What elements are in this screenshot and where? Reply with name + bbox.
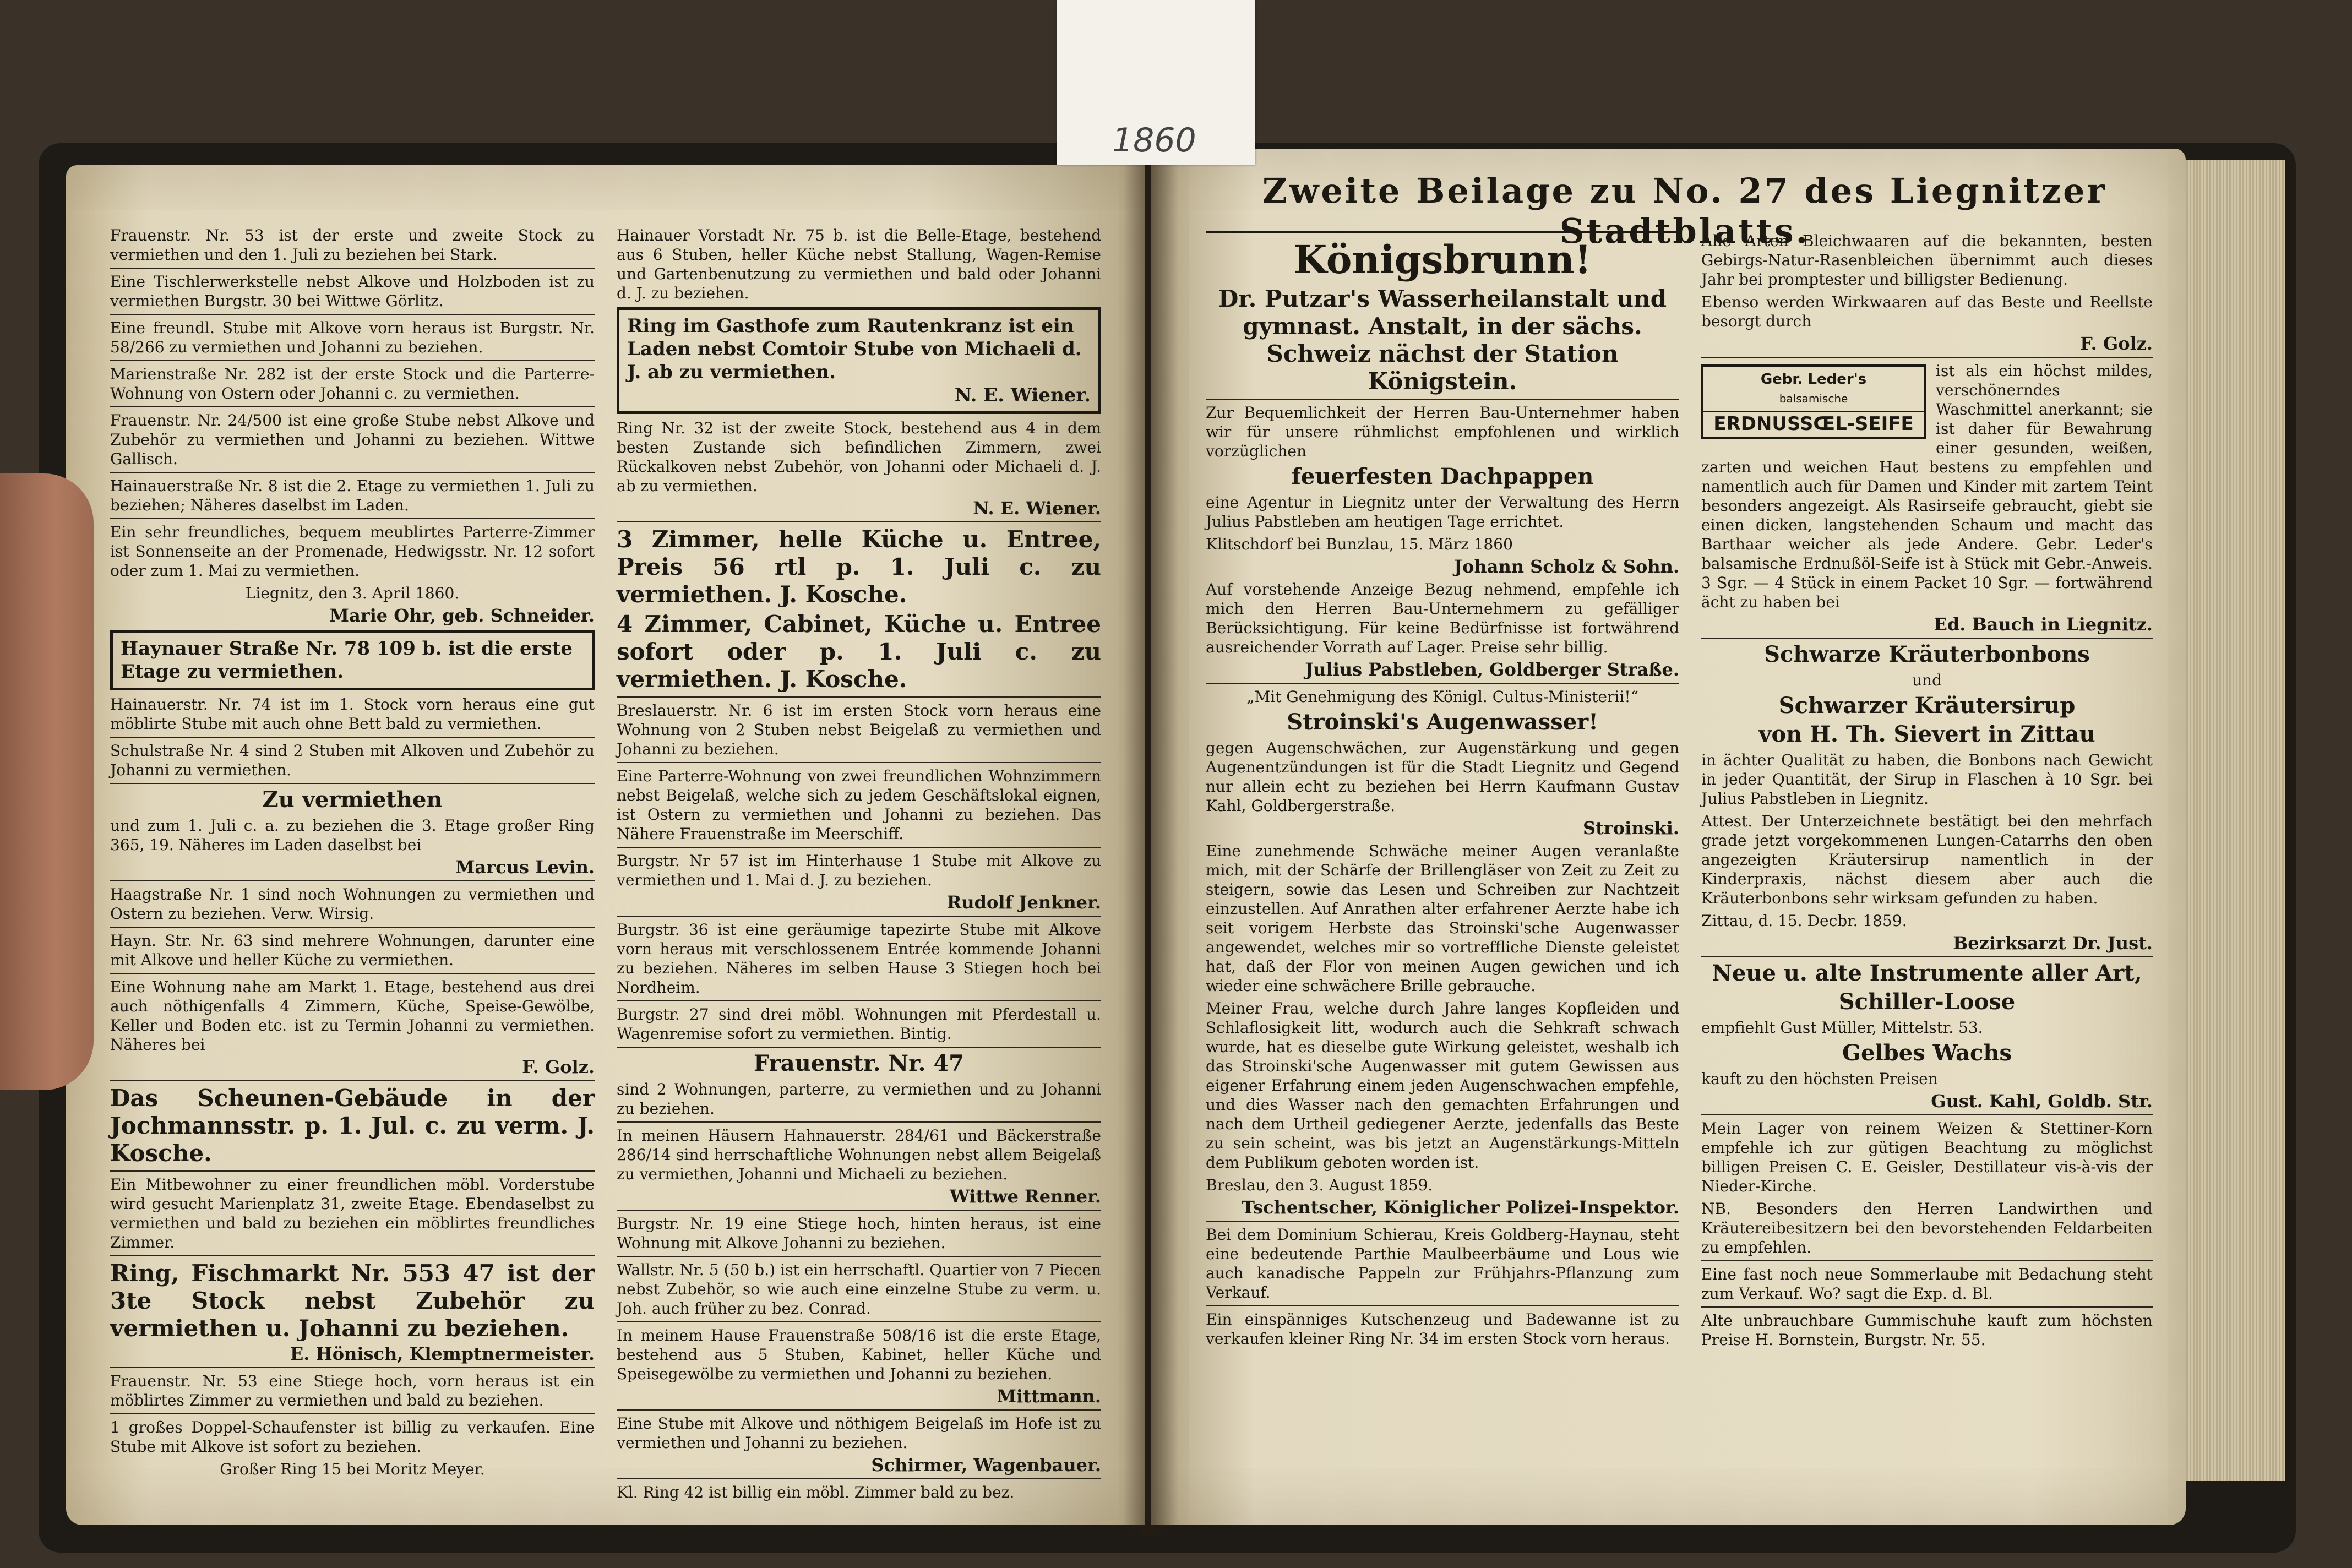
signature: N. E. Wiener.: [973, 498, 1101, 519]
divider: [617, 1047, 1101, 1048]
notice: Burgstr. 36 ist eine geräumige tapezirte Stube mit Alkove vorn heraus mit verschlossenem Entrée kommende Johanni zu beziehen. Näheres im selben Hause 3 Stiegen hoch bei Nordheim.: [617, 921, 1101, 997]
divider: [1206, 683, 1679, 684]
divider: [110, 1170, 595, 1172]
divider: [110, 406, 595, 407]
left-column-1: [110, 226, 595, 1482]
left-page: [66, 165, 1145, 1525]
notice: Hainauer Vorstadt Nr. 75 b. ist die Belle-Etage, bestehend aus 6 Stuben, heller Küche nebst Stallung, Wagen-Remise und Gartenbenutzung zu vermiethen und bald oder Johanni d. J. zu beziehen.: [617, 226, 1101, 302]
notice-headline: Gelbes Wachs: [1842, 1040, 2012, 1066]
notice: Meiner Frau, welche durch Jahre langes Kopfleiden und Schlaflosigkeit litt, wodurch auch die Sehkraft schwach wurde, hat es dieselbe gute Wirkung geleistet, weshalb ich das Stroinski'sche Augenwasser mit gutem Gewissen aus eigener Erfahrung einem jeden Augenschwachen empfehle, und dies Wasser nach den gemachten Erfahrungen und nach dem Urtheil gediegener Aerzte, jedenfalls das Beste zu sein scheint, was bis jetzt an Augenstärkungs-Mitteln dem Publikum geboten worden ist.: [1206, 999, 1679, 1172]
divider: [110, 1080, 595, 1081]
signature: Gust. Kahl, Goldb. Str.: [1931, 1091, 2153, 1112]
book-gutter: [1123, 160, 1178, 1536]
notice: Hayn. Str. Nr. 63 sind mehrere Wohnungen, darunter eine mit Alkove und heller Küche zu vermiethen.: [110, 932, 595, 969]
notice: und: [1912, 671, 1942, 689]
notice: Attest. Der Unterzeichnete bestätigt bei den mehrfach grade jetzt vorgekommenen Lungen-Catarrhs den oben angezeigten Kräutersirup namentlich in der Kinderpraxis, nächst diesem aber auch die Kräuterbonbons sehr wirksam gefunden zu haben.: [1701, 812, 2153, 907]
divider: [617, 1478, 1101, 1479]
notice: Alte unbrauchbare Gummischuhe kauft zum höchsten Preise H. Bornstein, Burgstr. Nr. 55.: [1701, 1311, 2153, 1349]
divider: [110, 1367, 595, 1368]
holding-hand: [0, 473, 94, 1090]
notice: Eine fast noch neue Sommerlaube mit Bedachung steht zum Verkauf. Wo? sagt die Exp. d. Bl.: [1701, 1265, 2153, 1303]
notice-headline: Frauenstr. Nr. 47: [753, 1050, 965, 1076]
notice-headline: 3 Zimmer, helle Küche u. Entree, Preis 56 rtl p. 1. Juli c. zu vermiethen. J. Kosche.: [617, 526, 1101, 608]
notice: Eine freundl. Stube mit Alkove vorn heraus ist Burgstr. Nr. 58/266 zu vermiethen und Johanni zu beziehen.: [110, 319, 595, 356]
notice: In meinen Häusern Hahnauerstr. 284/61 und Bäckerstraße 286/14 sind herrschaftliche Wohnungen nebst allem Beigelaß zu vermiethen, Johanni und Michaeli zu beziehen.: [617, 1126, 1101, 1183]
divider: [110, 973, 595, 974]
notice: Burgstr. Nr 57 ist im Hinterhause 1 Stube mit Alkove zu vermiethen und 1. Mai d. J. zu beziehen.: [617, 852, 1101, 889]
signature: Rudolf Jenkner.: [946, 892, 1101, 913]
divider: [110, 1255, 595, 1256]
notice: Ein Mitbewohner zu einer freundlichen möbl. Vorderstube wird gesucht Marienplatz 31, zweite Etage. Ebendaselbst zu vermiethen und bald zu beziehen ein möblirtes freundliches Zimmer.: [110, 1175, 595, 1251]
notice: Ein sehr freundliches, bequem meublirtes Parterre-Zimmer ist Sonnenseite an der Promenade, Hedwigsstr. Nr. 12 sofort oder zum 1. Mai zu vermiethen.: [110, 523, 595, 580]
paper-tab: [1057, 0, 1255, 165]
notice: Eine Parterre-Wohnung von zwei freundlichen Wohnzimmern nebst Beigelaß, welche sich zu jedem Geschäftslokal eignen, ist Ostern zu vermiethen und Johanni zu beziehen. Das Nähere Frauenstraße im Meerschiff.: [617, 767, 1101, 843]
notice: Eine Stube mit Alkove und nöthigem Beigelaß im Hofe ist zu vermiethen und Johanni zu beziehen.: [617, 1414, 1101, 1452]
divider: [617, 1256, 1101, 1257]
signature: E. Hönisch, Klemptnermeister.: [290, 1343, 595, 1364]
notice-headline: Schiller-Loose: [1838, 989, 2016, 1015]
right-page: [1151, 149, 2186, 1525]
divider: [110, 314, 595, 315]
notice: sind 2 Wohnungen, parterre, zu vermiethen und zu Johanni zu beziehen.: [617, 1080, 1101, 1118]
signature: Julius Pabstleben, Goldberger Straße.: [1305, 659, 1679, 680]
notice: Ebenso werden Wirkwaaren auf das Beste und Reellste besorgt durch: [1701, 293, 2153, 330]
notice-headline: Schwarze Kräuterbonbons: [1764, 641, 2090, 667]
notice: Kl. Ring 42 ist billig ein möbl. Zimmer bald zu bez.: [617, 1483, 1015, 1501]
signature: Mittmann.: [997, 1386, 1101, 1407]
notice: Eine zunehmende Schwäche meiner Augen veranlaßte mich, mit der Schärfe der Brillengläser von Zeit zu Zeit zu steigern, sowie das Lesen und Schreiben zur Nachtzeit einzustellen. Auf Anrathen alter erfahrener Aerzte habe ich seit vorigem Herbste das Stroinski'sche Augenwasser angewendet, welches mir so vortreffliche Dienste geleistet hat, daß der Flor von meinen Augen gewichen und ich wieder eine schwächere Brille gebrauche.: [1206, 842, 1679, 995]
divider: [1701, 357, 2153, 358]
divider: [617, 696, 1101, 698]
divider: [1701, 956, 2153, 957]
notice-headline: Königsbrunn!: [1293, 237, 1592, 282]
boxed-notice: [617, 307, 1101, 414]
notice: Hainauerstr. Nr. 74 ist im 1. Stock vorn heraus eine gut möblirte Stube mit auch ohne Bett bald zu vermiethen.: [110, 695, 595, 733]
notice: Auf vorstehende Anzeige Bezug nehmend, empfehle ich mich den Herren Bau-Unternehmern zu gefälliger Berücksichtigung. Für keine Bedürfnisse ist fortwährend ausreichender Vorrath auf Lager. Preise sehr billig.: [1206, 580, 1679, 656]
notice-headline: Ring, Fischmarkt Nr. 553 47 ist der 3te Stock nebst Zubehör zu vermiethen u. Johanni zu beziehen.: [110, 1260, 595, 1342]
notice-headline: von H. Th. Sievert in Zittau: [1758, 721, 2095, 747]
notice-headline: Stroinski's Augenwasser!: [1287, 709, 1598, 735]
divider: [110, 927, 595, 928]
notice-date: Liegnitz, den 3. April 1860.: [245, 584, 460, 602]
notice: Burgstr. 27 sind drei möbl. Wohnungen mit Pferdestall u. Wagenremise sofort zu vermiethen. Bintig.: [617, 1005, 1101, 1043]
notice: Wallstr. Nr. 5 (50 b.) ist ein herrschaftl. Quartier von 7 Piecen nebst Zubehör, so wie auch eine einzelne Stube zu verm. u. Joh. auch früher zu bez. Conrad.: [617, 1261, 1101, 1317]
notice-headline: 4 Zimmer, Cabinet, Küche u. Entree sofort oder p. 1. Juli c. zu vermiethen. J. Kosche.: [617, 611, 1101, 693]
divider: [617, 521, 1101, 522]
notice-date: Klitschdorf bei Bunzlau, 15. März 1860: [1206, 535, 1513, 553]
divider: [617, 1321, 1101, 1322]
divider: [1701, 1306, 2153, 1308]
notice: Eine Wohnung nahe am Markt 1. Etage, bestehend aus drei auch nöthigenfalls 4 Zimmern, Küche, Speise-Gewölbe, Keller und Boden etc. ist zu Termin Johanni zu vermiethen. Näheres bei: [110, 978, 595, 1054]
notice: Großer Ring 15 bei Moritz Meyer.: [220, 1460, 485, 1478]
divider: [110, 1413, 595, 1414]
divider: [110, 360, 595, 361]
signature: Stroinski.: [1583, 818, 1679, 839]
divider: [1206, 1221, 1679, 1222]
notice: Haagstraße Nr. 1 sind noch Wohnungen zu vermiethen und Ostern zu beziehen. Verw. Wirsig.: [110, 885, 595, 923]
notice-headline: feuerfesten Dachpappen: [1291, 464, 1594, 489]
notice: und zum 1. Juli c. a. zu beziehen die 3. Etage großer Ring 365, 19. Näheres im Laden daselbst bei: [110, 816, 595, 854]
page-edges: [2175, 160, 2285, 1481]
divider: [110, 737, 595, 738]
notice: Frauenstr. Nr. 53 ist der erste und zweite Stock zu vermiethen und den 1. Juli zu beziehen bei Stark.: [110, 226, 595, 264]
left-column-2: [617, 226, 1101, 1505]
notice-headline: Dr. Putzar's Wasserheilanstalt und gymnast. Anstalt, in der sächs. Schweiz nächst der Station Königstein.: [1218, 285, 1667, 395]
notice-date: Breslau, den 3. August 1859.: [1206, 1176, 1433, 1194]
divider: [1701, 1114, 2153, 1115]
notice: In meinem Hause Frauenstraße 508/16 ist die erste Etage, bestehend aus 5 Stuben, Kabinet, heller Küche und Speisegewölbe zu vermiethen und Johanni zu beziehen.: [617, 1326, 1101, 1383]
signature: Marie Ohr, geb. Schneider.: [329, 605, 595, 626]
notice: Bei dem Dominium Schierau, Kreis Goldberg-Haynau, steht eine bedeutende Parthie Maulbeerbäume und Lous wie auch kanadische Pappeln zur Frühjahrs-Pflanzung zum Verkauf.: [1206, 1226, 1679, 1302]
divider: [617, 916, 1101, 917]
notice: eine Agentur in Liegnitz unter der Verwaltung des Herrn Julius Pabstleben am heutigen Tage errichtet.: [1206, 493, 1679, 531]
notice: kauft zu den höchsten Preisen: [1701, 1070, 1938, 1088]
soap-label-line: balsamische: [1779, 392, 1848, 405]
notice: empfiehlt Gust Müller, Mittelstr. 53.: [1701, 1019, 1983, 1037]
notice: gegen Augenschwächen, zur Augenstärkung und gegen Augenentzündungen ist für die Stadt Liegnitz und Gegend nur allein echt zu beziehen bei Herrn Kaufmann Gustav Kahl, Goldbergerstraße.: [1206, 739, 1679, 815]
divider: [110, 472, 595, 473]
soap-label-box: [1701, 364, 1926, 439]
signature: Wittwe Renner.: [949, 1186, 1101, 1207]
notice-headline: Das Scheunen-Gebäude in der Jochmannsstr. p. 1. Jul. c. zu verm. J. Kosche.: [110, 1085, 595, 1167]
signature: Bezirksarzt Dr. Just.: [1953, 933, 2153, 954]
signature: N. E. Wiener.: [954, 384, 1091, 406]
divider: [110, 518, 595, 519]
notice: Mein Lager von reinem Weizen & Stettiner-Korn empfehle ich zur gütigen Beachtung zu möglichst billigen Preisen C. E. Geisler, Destillateur vis-à-vis der Nieder-Kirche.: [1701, 1119, 2153, 1195]
signature: Tschentscher, Königlicher Polizei-Inspektor.: [1242, 1197, 1679, 1218]
divider: [110, 880, 595, 881]
signature: Schirmer, Wagenbauer.: [871, 1455, 1101, 1476]
notice: Ring Nr. 32 ist der zweite Stock, bestehend aus 4 in dem besten Zustande sich befindlichen Zimmern, zwei Rückalkoven nebst Zubehör, von Johanni oder Michaeli d. J. ab zu vermiethen.: [617, 419, 1101, 495]
notice: Alle Arten Bleichwaaren auf die bekannten, besten Gebirgs-Natur-Rasenbleichen übernimmt auch dieses Jahr bei promptester und billigster Bedienung.: [1701, 232, 2153, 288]
divider: [110, 783, 595, 784]
notice: Ein einspänniges Kutschenzeug und Badewanne ist zu verkaufen kleiner Ring Nr. 34 im ersten Stock vorn heraus.: [1206, 1310, 1679, 1348]
notice: Schulstraße Nr. 4 sind 2 Stuben mit Alkoven und Zubehör zu Johanni zu vermiethen.: [110, 742, 595, 779]
notice: 1 großes Doppel-Schaufenster ist billig zu verkaufen. Eine Stube mit Alkove ist sofort zu beziehen.: [110, 1418, 595, 1456]
notice-headline: Schwarzer Kräutersirup: [1778, 693, 2076, 718]
divider: [617, 1409, 1101, 1411]
divider: [1206, 1305, 1679, 1306]
divider: [617, 847, 1101, 848]
signature: F. Golz.: [2080, 333, 2153, 354]
divider: [617, 762, 1101, 763]
notice: Frauenstr. Nr. 24/500 ist eine große Stube nebst Alkove und Zubehör zu vermiethen und Johanni zu beziehen. Wittwe Gallisch.: [110, 411, 595, 468]
notice: ist als ein höchst mildes, verschönerndes Waschmittel anerkannt; sie ist daher für Bewahrung einer gesunden, weißen, zarten und weichen Haut bestens zu empfehlen und namentlich auch für Damen und Kinder mit zartem Teint besonders angezeigt. Als Rasirseife gebraucht, giebt sie einen dicken, langstehenden Schaum und macht das Barthaar weicher als jede Andere. Gebr. Leder's balsamische Erdnußöl-Seife ist à Stück mit Gebr.-Anweis. 3 Sgr. — 4 Stück in einem Packet 10 Sgr. — fortwährend ächt zu haben bei: [1701, 362, 2153, 611]
notice-headline: Neue u. alte Instrumente aller Art,: [1712, 960, 2142, 986]
divider: [617, 1210, 1101, 1211]
signature: Ed. Bauch in Liegnitz.: [1934, 614, 2153, 635]
notice: in ächter Qualität zu haben, die Bonbons nach Gewicht in jeder Quantität, der Sirup in Flaschen à 10 Sgr. bei Julius Pabstleben in Liegnitz.: [1701, 751, 2153, 808]
notice: Burgstr. Nr. 19 eine Stiege hoch, hinten heraus, ist eine Wohnung mit Alkove Johanni zu beziehen.: [617, 1215, 1101, 1252]
soap-label-line: Gebr. Leder's: [1760, 371, 1867, 388]
notice: „Mit Genehmigung des Königl. Cultus-Ministerii!“: [1246, 688, 1638, 706]
notice: Hainauerstraße Nr. 8 ist die 2. Etage zu vermiethen 1. Juli zu beziehen; Näheres daselbst im Laden.: [110, 477, 595, 514]
divider: [1206, 399, 1679, 400]
tab-note: 1860: [1112, 121, 1196, 160]
right-column-1: [1206, 231, 1679, 1352]
divider: [1701, 638, 2153, 639]
signature: Johann Scholz & Sohn.: [1454, 556, 1679, 577]
notice-headline: Zu vermiethen: [262, 787, 443, 813]
signature: Marcus Levin.: [455, 857, 595, 878]
signature: F. Golz.: [522, 1057, 595, 1077]
boxed-notice-text: Ring im Gasthofe zum Rautenkranz ist ein Laden nebst Comtoir Stube von Michaeli d. J. ab zu vermiethen.: [627, 315, 1082, 383]
divider: [1701, 1260, 2153, 1261]
notice: Marienstraße Nr. 282 ist der erste Stock und die Parterre-Wohnung von Ostern oder Johanni c. zu vermiethen.: [110, 365, 595, 402]
notice-date: Zittau, d. 15. Decbr. 1859.: [1701, 912, 1907, 930]
notice: Breslauerstr. Nr. 6 ist im ersten Stock vorn heraus eine Wohnung von 2 Stuben nebst Beigelaß zu vermiethen und Johanni zu beziehen.: [617, 701, 1101, 758]
notice: NB. Besonders den Herren Landwirthen und Kräutereibesitzern bei den bevorstehenden Feldarbeiten zu empfehlen.: [1701, 1200, 2153, 1256]
notice: Eine Tischlerwerkstelle nebst Alkove und Holzboden ist zu vermiethen Burgstr. 30 bei Wittwe Görlitz.: [110, 273, 595, 310]
divider: [617, 1000, 1101, 1001]
right-column-2: [1701, 231, 2153, 1353]
notice: Frauenstr. Nr. 53 eine Stiege hoch, vorn heraus ist ein möblirtes Zimmer zu vermiethen und bald zu beziehen.: [110, 1372, 595, 1409]
soap-label-line: ERDNUSSŒL-SEIFE: [1703, 411, 1924, 434]
boxed-notice: Haynauer Straße Nr. 78 109 b. ist die erste Etage zu vermiethen.: [110, 630, 595, 690]
notice: Zur Bequemlichkeit der Herren Bau-Unternehmer haben wir für unsere rühmlichst empfohlenen und wirklich vorzüglichen: [1206, 404, 1679, 460]
divider: [617, 1121, 1101, 1123]
page-header: Zweite Beilage zu No. 27 des Liegnitzer Stadtblatts.: [1262, 171, 2108, 251]
divider: [110, 268, 595, 269]
